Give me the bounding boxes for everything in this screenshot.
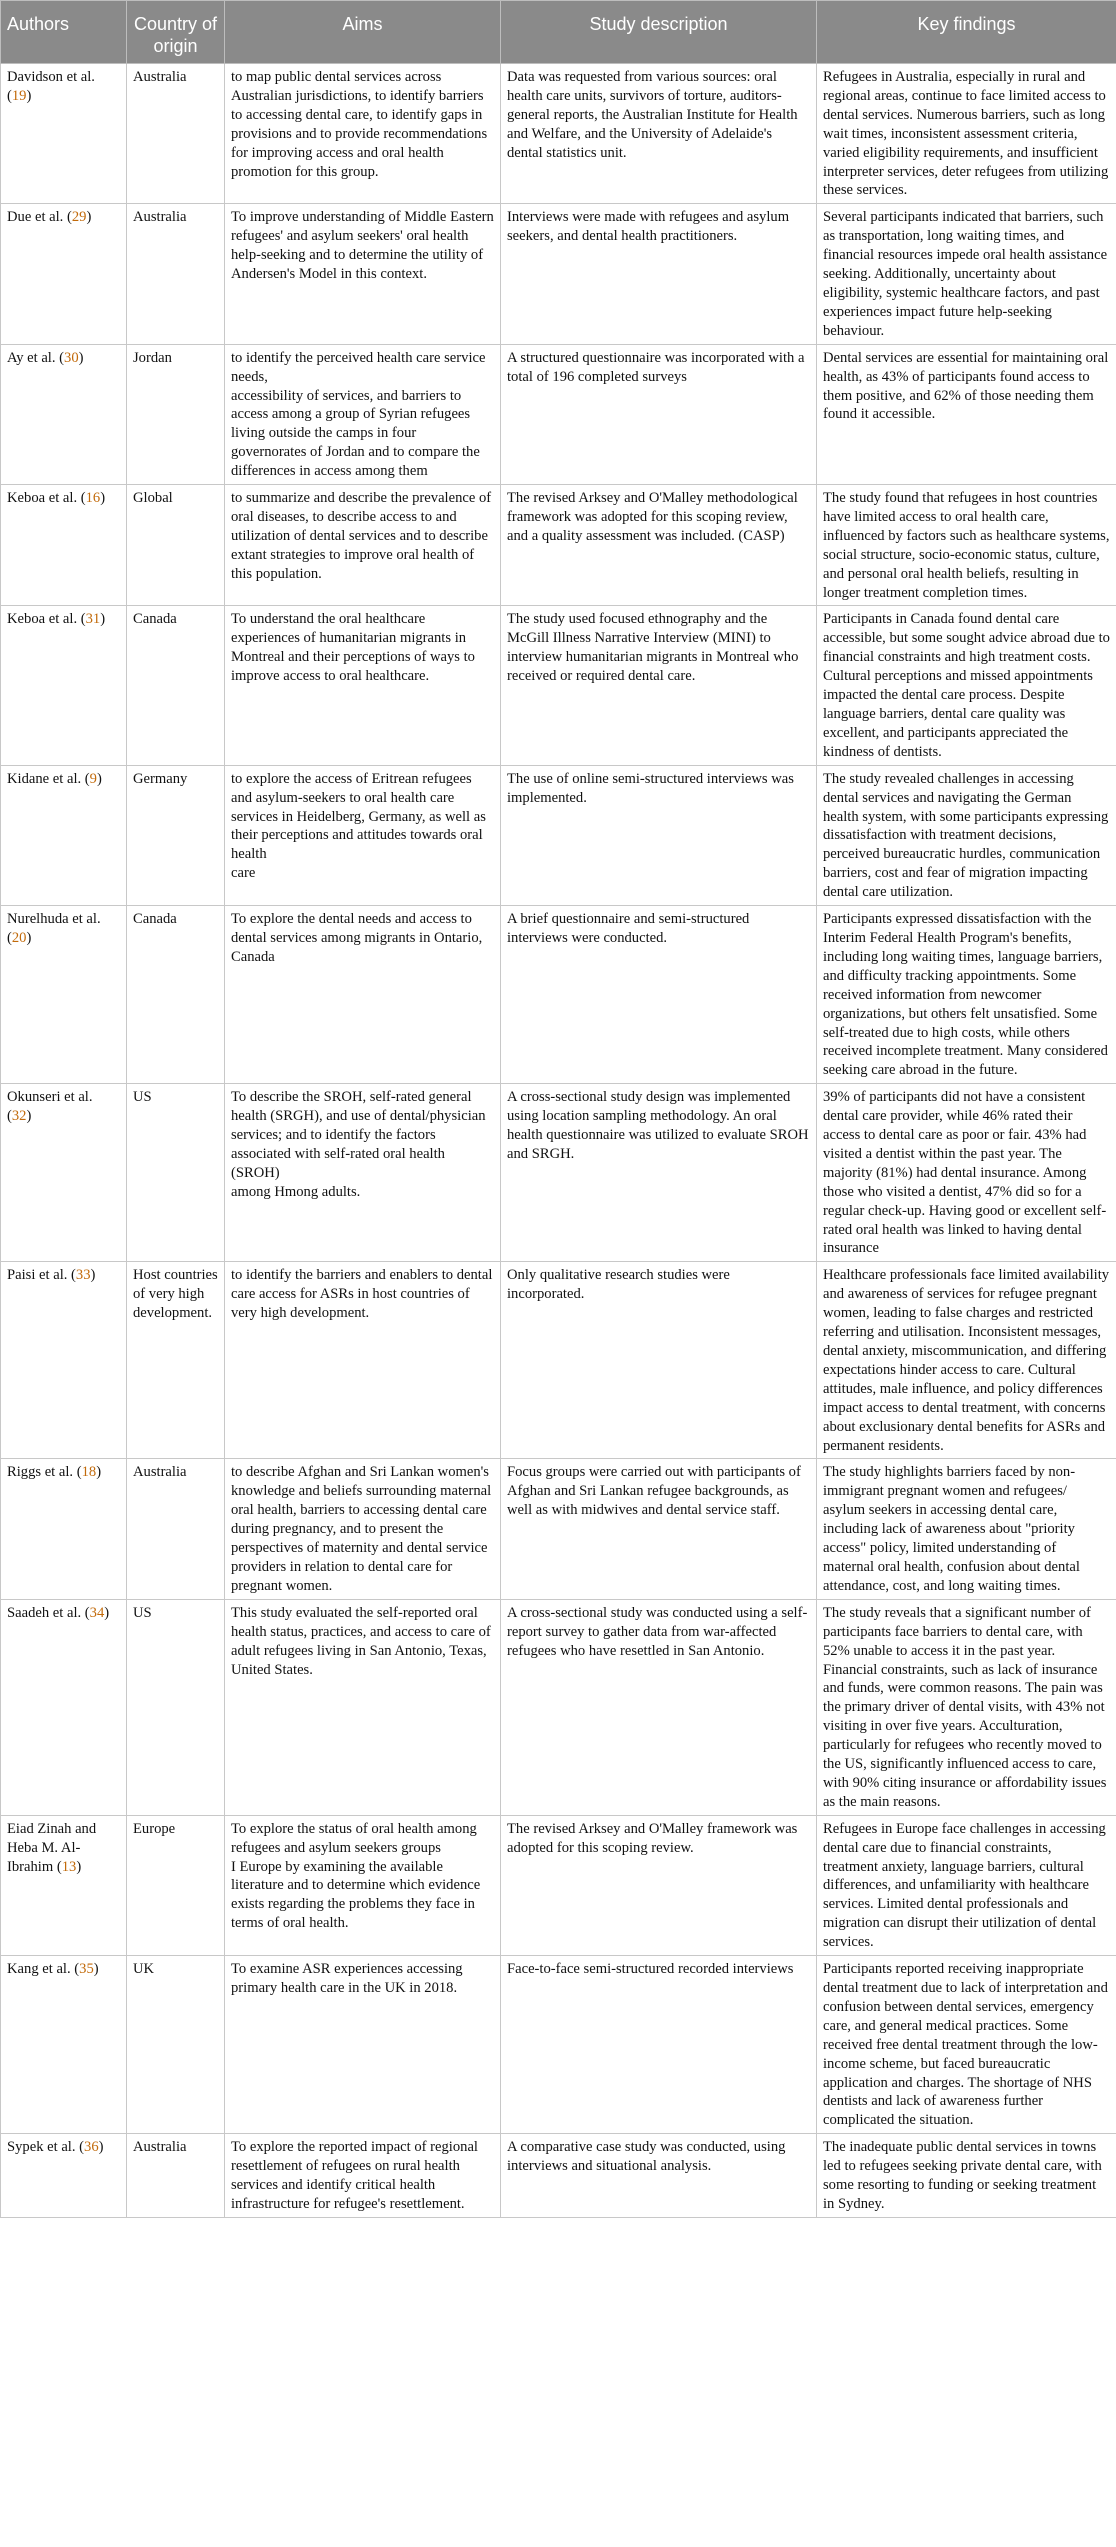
reference-link[interactable]: 30 xyxy=(64,349,79,366)
author-name: Keboa et al. ( xyxy=(7,611,86,628)
author-cell xyxy=(1,1956,127,2134)
aims-cell xyxy=(225,1956,501,2134)
aims-cell xyxy=(225,485,501,606)
header-aims: Aims xyxy=(225,1,501,64)
description-cell xyxy=(501,906,817,1084)
description-cell xyxy=(501,1459,817,1599)
author-name: Davidson et al. ( xyxy=(7,69,95,104)
aims-cell xyxy=(225,906,501,1084)
country-cell xyxy=(127,1459,225,1599)
aims-text: To improve understanding of Middle Eastern refugees' and asylum seekers' oral health help-seeking and to determine the utility of Andersen's Model in this context. xyxy=(231,209,494,283)
reference-link[interactable]: 13 xyxy=(61,1858,77,1875)
author-cell xyxy=(1,906,127,1084)
author-paren: ) xyxy=(96,770,102,787)
table-row xyxy=(1,1599,1116,1815)
table-row xyxy=(1,606,1116,765)
aims-cell xyxy=(225,344,501,484)
description-cell xyxy=(501,1084,817,1262)
author-name: Nurelhuda et al. ( xyxy=(7,911,101,946)
author-cell xyxy=(1,1599,127,1815)
aims-cell xyxy=(225,64,501,204)
country-cell xyxy=(127,906,225,1084)
aims-cell xyxy=(225,2134,501,2218)
author-paren: ) xyxy=(26,1108,32,1125)
findings-text: Participants reported receiving inappropriate dental treatment due to lack of interpretation and confusion between dental services, emergency care, and general medical practices. Some received free dental treatment through the low-income scheme, but faced bureaucratic application and charges. The shortage of NHS dentists and lack of awareness further complicated the situation. xyxy=(823,1961,1108,2129)
findings-text: Healthcare professionals face limited availability and awareness of services for refugee pregnant women, leading to false charges and restricted referring and utilisation. Inconsistent messages, dental anxiety, miscommunication, and differing expectations hinder access to care. Cultural attitudes, male influence, and policy differences impact access to dental treatment, with concerns about exclusionary dental benefits for ASRs and permanent residents. xyxy=(823,1267,1110,1454)
findings-cell xyxy=(817,204,1116,344)
findings-cell xyxy=(817,606,1116,765)
reference-link[interactable]: 34 xyxy=(89,1604,105,1621)
findings-text: The study reveals that a significant number of participants face barriers to dental care, with 52% unable to access it in the past year. Financial constraints, such as lack of insurance and funds, were common reasons. The pain was the primary driver of dental visits, with 43% not visiting in over five years. Acculturation, particularly for refugees who recently moved to the US, significantly influenced access to care, with 90% citing insurance or affordability issues as the main reasons. xyxy=(823,1604,1107,1810)
findings-text: The study revealed challenges in accessing dental services and navigating the German health system, with some participants expressing dissatisfaction with treatment decisions, perceived bureaucratic hurdles, communication barriers, cost and fear of migration impacting dental care utilization. xyxy=(823,770,1109,901)
table-row xyxy=(1,344,1116,484)
country-cell xyxy=(127,1084,225,1262)
description-text: The use of online semi-structured interviews was implemented. xyxy=(507,770,794,806)
country-text: Australia xyxy=(133,2139,187,2156)
description-text: The revised Arksey and O'Malley framework was adopted for this scoping review. xyxy=(507,1820,798,1856)
country-text: Canada xyxy=(133,911,177,928)
description-cell xyxy=(501,1262,817,1459)
reference-link[interactable]: 33 xyxy=(75,1267,91,1284)
aims-text: to identify the perceived health care service needs, accessibility of services, and barriers to access among a group of Syrian refugees living outside the camps in four governorates of Jordan and to compare the differences in access among them xyxy=(231,349,486,480)
table-row xyxy=(1,204,1116,344)
aims-cell xyxy=(225,765,501,905)
description-cell xyxy=(501,1599,817,1815)
description-text: Data was requested from various sources: oral health care units, survivors of torture, auditors-general reports, the Australian Institute for Health and Welfare, and the University of Adelaide's dental statistics unit. xyxy=(507,69,798,161)
reference-link[interactable]: 29 xyxy=(71,209,87,226)
description-cell xyxy=(501,485,817,606)
reference-link[interactable]: 32 xyxy=(11,1108,27,1125)
country-cell xyxy=(127,1262,225,1459)
author-name: Kidane et al. ( xyxy=(7,770,90,787)
country-cell xyxy=(127,64,225,204)
description-cell xyxy=(501,204,817,344)
table-row xyxy=(1,2134,1116,2218)
author-cell xyxy=(1,64,127,204)
country-text: US xyxy=(133,1089,152,1106)
author-name: Ay et al. ( xyxy=(7,349,65,366)
country-text: Australia xyxy=(133,69,187,85)
country-text: Jordan xyxy=(133,349,172,366)
author-name: Kang et al. ( xyxy=(7,1961,80,1978)
country-cell xyxy=(127,1956,225,2134)
findings-cell xyxy=(817,1815,1116,1955)
author-cell xyxy=(1,1815,127,1955)
findings-cell xyxy=(817,1599,1116,1815)
findings-cell xyxy=(817,1084,1116,1262)
findings-text: Dental services are essential for maintaining oral health, as 43% of participants found access to them positive, and 62% of those needing them found it accessible. xyxy=(823,349,1109,423)
author-cell xyxy=(1,1459,127,1599)
findings-cell xyxy=(817,485,1116,606)
country-text: Germany xyxy=(133,770,188,787)
country-cell xyxy=(127,204,225,344)
author-paren: ) xyxy=(104,1604,110,1621)
findings-text: The study highlights barriers faced by non-immigrant pregnant women and refugees/ asylum seekers in accessing dental care, including lack of awareness about "priority access" policy, limited understanding of maternal oral health, confusion about dental attendance, cost, and long waiting times. xyxy=(823,1464,1080,1594)
author-paren: ) xyxy=(90,1267,96,1284)
author-paren: ) xyxy=(76,1858,82,1875)
author-name: Keboa et al. ( xyxy=(7,490,86,507)
description-cell xyxy=(501,765,817,905)
aims-text: This study evaluated the self-reported oral health status, practices, and access to care of adult refugees living in San Antonio, Texas, United States. xyxy=(231,1604,491,1678)
description-text: A cross-sectional study was conducted using a self-report survey to gather data from war-affected refugees who have resettled in San Antonio. xyxy=(507,1604,808,1659)
description-cell xyxy=(501,606,817,765)
author-cell xyxy=(1,204,127,344)
aims-cell xyxy=(225,1815,501,1955)
aims-text: To explore the dental needs and access to dental services among migrants in Ontario, Canada xyxy=(231,911,483,965)
findings-text: The study found that refugees in host countries have limited access to oral health care, influenced by factors such as healthcare systems, social structure, socio-economic status, culture, and personal oral health beliefs, resulting in longer treatment completion times. xyxy=(823,490,1110,601)
country-text: Canada xyxy=(133,611,177,628)
aims-text: To explore the status of oral health among refugees and asylum seekers groups I Europe by examining the available literature and to determine which evidence exists regarding the problems they face in terms of oral health. xyxy=(231,1820,481,1932)
aims-cell xyxy=(225,1084,501,1262)
author-paren: ) xyxy=(26,87,32,104)
country-text: Australia xyxy=(133,209,187,226)
header-country: Country of origin xyxy=(127,1,225,64)
author-name: Paisi et al. ( xyxy=(7,1267,76,1284)
country-cell xyxy=(127,344,225,484)
findings-cell xyxy=(817,2134,1116,2218)
author-cell xyxy=(1,1084,127,1262)
aims-text: To explore the reported impact of regional resettlement of refugees on rural health services and identify critical health infrastructure for refugee's resettlement. xyxy=(231,2139,478,2212)
findings-text: Refugees in Australia, especially in rural and regional areas, continue to face limited access to dental services. Numerous barriers, such as long wait times, inconsistent assessment criteria, varied eligibility requirements, and insufficient interpreter services, deter refugees from utilizing these services. xyxy=(823,69,1109,199)
findings-cell xyxy=(817,1459,1116,1599)
table-row xyxy=(1,1815,1116,1955)
description-cell xyxy=(501,1815,817,1955)
country-text: US xyxy=(133,1604,152,1621)
author-cell xyxy=(1,2134,127,2218)
author-paren: ) xyxy=(100,490,106,507)
author-cell xyxy=(1,765,127,905)
country-cell xyxy=(127,1599,225,1815)
description-text: A brief questionnaire and semi-structured interviews were conducted. xyxy=(507,911,750,946)
aims-text: to summarize and describe the prevalence of oral diseases, to describe access to and utilization of dental services and to describe extant strategies to improve oral health of this population. xyxy=(231,490,492,582)
description-text: The study used focused ethnography and the McGill Illness Narrative Interview (MINI) to interview humanitarian migrants in Montreal who received or required dental care. xyxy=(507,611,799,685)
country-cell xyxy=(127,765,225,905)
aims-text: to identify the barriers and enablers to dental care access for ASRs in host countries of very high development. xyxy=(231,1267,493,1322)
findings-cell xyxy=(817,906,1116,1084)
aims-cell xyxy=(225,606,501,765)
reference-link[interactable]: 36 xyxy=(84,2139,99,2156)
description-text: Interviews were made with refugees and asylum seekers, and dental health practitioners. xyxy=(507,209,790,245)
author-paren: ) xyxy=(93,1961,99,1978)
reference-link[interactable]: 18 xyxy=(81,1464,97,1481)
findings-cell xyxy=(817,1262,1116,1459)
findings-text: Participants expressed dissatisfaction with the Interim Federal Health Program's benefits, including long waiting times, language barriers, and difficulty tracking appointments. Some received information from newcomer organizations, but others felt unsatisfied. Some self-treated due to high costs, while others received incomplete treatment. Many considered seeking care abroad in the future. xyxy=(823,911,1108,1079)
header-key-findings: Key findings xyxy=(817,1,1116,64)
author-name: Riggs et al. ( xyxy=(7,1464,82,1481)
findings-text: Several participants indicated that barriers, such as transportation, long waiting times, and financial resources impede oral health assistance seeking. Additionally, uncertainty about eligibility, systemic healthcare factors, and past experiences impact future help-seeking behaviour. xyxy=(823,209,1108,339)
findings-text: Refugees in Europe face challenges in accessing dental care due to financial constraints, treatment anxiety, language barriers, cultural differences, and unfamiliarity with healthcare services. Limited dental professionals and migration can disrupt their utilization of dental services. xyxy=(823,1820,1106,1951)
reference-link[interactable]: 9 xyxy=(89,770,97,787)
description-text: Face-to-face semi-structured recorded interviews xyxy=(507,1961,794,1978)
description-cell xyxy=(501,64,817,204)
findings-cell xyxy=(817,344,1116,484)
description-cell xyxy=(501,2134,817,2218)
author-name: Eiad Zinah and Heba M. Al-Ibrahim ( xyxy=(7,1820,97,1875)
header-study-description: Study description xyxy=(501,1,817,64)
author-paren: ) xyxy=(86,209,92,226)
reference-link[interactable]: 19 xyxy=(11,87,27,104)
reference-link[interactable]: 31 xyxy=(85,611,101,628)
country-text: UK xyxy=(133,1961,155,1978)
description-text: A cross-sectional study design was implemented using location sampling methodology. An oral health questionnaire was utilized to evaluate SROH and SRGH. xyxy=(507,1089,809,1162)
aims-text: To understand the oral healthcare experiences of humanitarian migrants in Montreal and their perceptions of ways to improve access to oral healthcare. xyxy=(231,611,475,685)
author-name: Okunseri et al. ( xyxy=(7,1089,93,1125)
reference-link[interactable]: 20 xyxy=(11,929,27,946)
author-name: Saadeh et al. ( xyxy=(7,1604,90,1621)
description-cell xyxy=(501,1956,817,2134)
table-row xyxy=(1,1459,1116,1599)
country-text: Global xyxy=(133,490,173,507)
aims-text: To describe the SROH, self-rated general health (SRGH), and use of dental/physician services; and to identify the factors associated with self-rated oral health (SROH) among Hmong adults. xyxy=(231,1089,486,1200)
findings-cell xyxy=(817,64,1116,204)
author-cell xyxy=(1,344,127,484)
findings-text: The inadequate public dental services in towns led to refugees seeking private dental care, with some resorting to funding or seeking treatment in Sydney. xyxy=(823,2139,1102,2212)
table-header-row xyxy=(1,1,1116,64)
country-cell xyxy=(127,606,225,765)
aims-cell xyxy=(225,1599,501,1815)
author-cell xyxy=(1,606,127,765)
country-text: Europe xyxy=(133,1820,176,1837)
aims-cell xyxy=(225,204,501,344)
country-cell xyxy=(127,2134,225,2218)
findings-cell xyxy=(817,765,1116,905)
aims-text: to describe Afghan and Sri Lankan women's knowledge and beliefs surrounding maternal oral health, barriers to accessing dental care during pregnancy, and to present the perspectives of maternity and dental service providers in relation to dental care for pregnant women. xyxy=(231,1464,492,1594)
description-text: A structured questionnaire was incorporated with a total of 196 completed surveys xyxy=(507,349,805,385)
table-row xyxy=(1,1262,1116,1459)
country-cell xyxy=(127,1815,225,1955)
table-row xyxy=(1,765,1116,905)
country-text: Host countries of very high development. xyxy=(133,1267,218,1322)
findings-text: 39% of participants did not have a consistent dental care provider, while 46% rated their access to dental care as poor or fair. 43% had visited a dentist within the past year. The majority (81%) had dental insurance. Among those who visited a dentist, 47% did so for a regular check-up. Having good or excellent self-rated oral health was linked to having dental insurance xyxy=(823,1089,1107,1257)
author-paren: ) xyxy=(78,349,84,366)
aims-text: to explore the access of Eritrean refugees and asylum-seekers to oral health care services in Heidelberg, Germany, as well as their perceptions and attitudes towards oral health care xyxy=(231,770,486,882)
table-body xyxy=(1,64,1116,2218)
description-text: Only qualitative research studies were incorporated. xyxy=(507,1267,730,1303)
description-text: A comparative case study was conducted, using interviews and situational analysis. xyxy=(507,2139,786,2175)
author-cell xyxy=(1,485,127,606)
table-row xyxy=(1,485,1116,606)
reference-link[interactable]: 16 xyxy=(85,490,101,507)
description-text: The revised Arksey and O'Malley methodological framework was adopted for this scoping review, and a quality assessment was included. (CASP) xyxy=(507,490,798,544)
table-row xyxy=(1,1956,1116,2134)
author-paren: ) xyxy=(96,1464,102,1481)
author-paren: ) xyxy=(100,611,106,628)
header-authors: Authors xyxy=(1,1,127,64)
table-row xyxy=(1,64,1116,204)
author-cell xyxy=(1,1262,127,1459)
author-paren: ) xyxy=(98,2139,104,2156)
findings-cell xyxy=(817,1956,1116,2134)
aims-cell xyxy=(225,1262,501,1459)
reference-link[interactable]: 35 xyxy=(79,1961,94,1978)
description-cell xyxy=(501,344,817,484)
table-row xyxy=(1,906,1116,1084)
author-name: Due et al. ( xyxy=(7,209,72,226)
description-text: Focus groups were carried out with participants of Afghan and Sri Lankan refugee backgrounds, as well as with midwives and dental service staff. xyxy=(507,1464,801,1519)
aims-text: to map public dental services across Australian jurisdictions, to identify barriers to accessing dental care, to identify gaps in provisions and to provide recommendations for improving access and oral health promotion for this group. xyxy=(231,69,488,180)
findings-text: Participants in Canada found dental care accessible, but some sought advice abroad due to financial constraints and high treatment costs. Cultural perceptions and missed appointments impacted the dental care process. Despite language barriers, dental care quality was excellent, and participants appreciated the kindness of dentists. xyxy=(823,611,1110,760)
country-text: Australia xyxy=(133,1464,187,1481)
table-row xyxy=(1,1084,1116,1262)
aims-cell xyxy=(225,1459,501,1599)
aims-text: To examine ASR experiences accessing primary health care in the UK in 2018. xyxy=(231,1961,463,1996)
country-cell xyxy=(127,485,225,606)
author-paren: ) xyxy=(26,929,32,946)
author-name: Sypek et al. ( xyxy=(7,2139,85,2156)
